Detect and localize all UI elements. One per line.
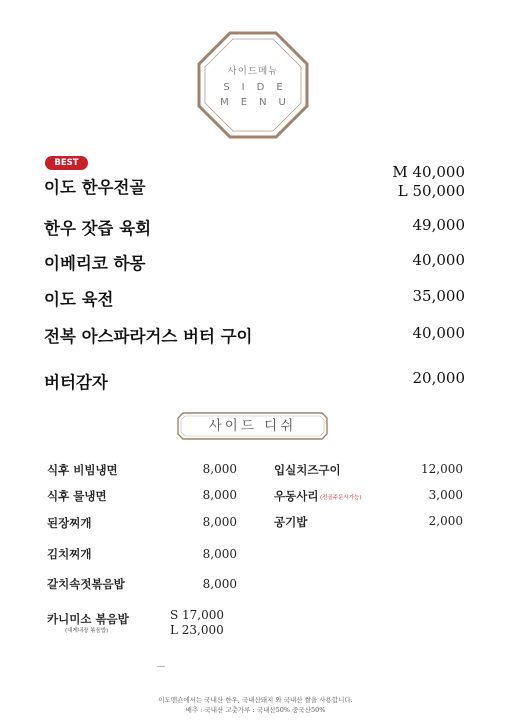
menu-item-name: 이도 육전	[44, 290, 114, 309]
menu-item-price: 35,000	[412, 287, 465, 305]
side-item-name: 입실치즈구이	[274, 463, 341, 477]
side-item-price: 8,000	[202, 577, 237, 591]
side-item-price: 8,000	[202, 462, 237, 476]
menu-item-price: 40,000	[412, 324, 465, 342]
side-item-price-l: L 23,000	[170, 623, 224, 637]
menu-item-price-m: M 40,000	[392, 163, 465, 181]
side-item-price: 8,000	[202, 488, 237, 502]
side-dish-banner	[177, 412, 328, 440]
menu-item-price: 49,000	[412, 216, 465, 234]
side-item-name: 된장찌개	[47, 516, 92, 530]
side-dish-title: 사이드 디쉬	[208, 418, 297, 434]
side-item-note: (전골주문시가능)	[320, 495, 362, 501]
menu-item-name: 전복 아스파라거스 버터 구이	[44, 327, 253, 346]
side-item-name: 식후 물냉면	[47, 489, 107, 503]
side-item-name: 카니미소 볶음밥	[47, 612, 129, 626]
side-item-subtitle: (대게내장 볶음밥)	[65, 628, 109, 634]
side-item-name: 공기밥	[274, 515, 308, 529]
side-item-name: 식후 비빔냉면	[47, 463, 118, 477]
side-item-name: 갈치속젓볶음밥	[47, 577, 125, 591]
footer-origin-line-1: 이도맨숀에서는 국내산 한우, 국내산돼지 와 국내산 쌀을 사용합니다.	[158, 696, 353, 704]
side-item-price: 2,000	[428, 514, 463, 528]
menu-item-name: 이도 한우전골	[44, 178, 146, 197]
side-item-price: 12,000	[421, 462, 463, 476]
menu-item-price: 40,000	[412, 251, 465, 269]
side-item-price: 8,000	[202, 547, 237, 561]
divider-dash	[157, 666, 165, 667]
emblem-english-side: SIDE	[223, 82, 295, 93]
best-badge: BEST	[45, 156, 88, 170]
menu-item-name: 이베리코 하몽	[44, 254, 146, 273]
menu-item-name: 한우 잣즙 육회	[44, 219, 152, 238]
side-menu-emblem	[196, 30, 310, 140]
menu-item-price-l: L 50,000	[397, 182, 465, 200]
side-item-name: 김치찌개	[47, 547, 92, 561]
side-item-name: 우동사리	[274, 489, 319, 503]
emblem-korean-title: 사이드메뉴	[227, 66, 279, 77]
footer-origin-line-2: 배추 : 국내산 고춧가루 : 국내산50% 중국산50%	[185, 706, 326, 714]
side-item-price: 8,000	[202, 515, 237, 529]
menu-item-name: 버터감자	[44, 373, 108, 392]
emblem-english-menu: MENU	[220, 97, 298, 108]
side-item-price: 3,000	[428, 488, 463, 502]
side-item-price-s: S 17,000	[170, 608, 225, 622]
menu-item-price: 20,000	[412, 369, 465, 387]
